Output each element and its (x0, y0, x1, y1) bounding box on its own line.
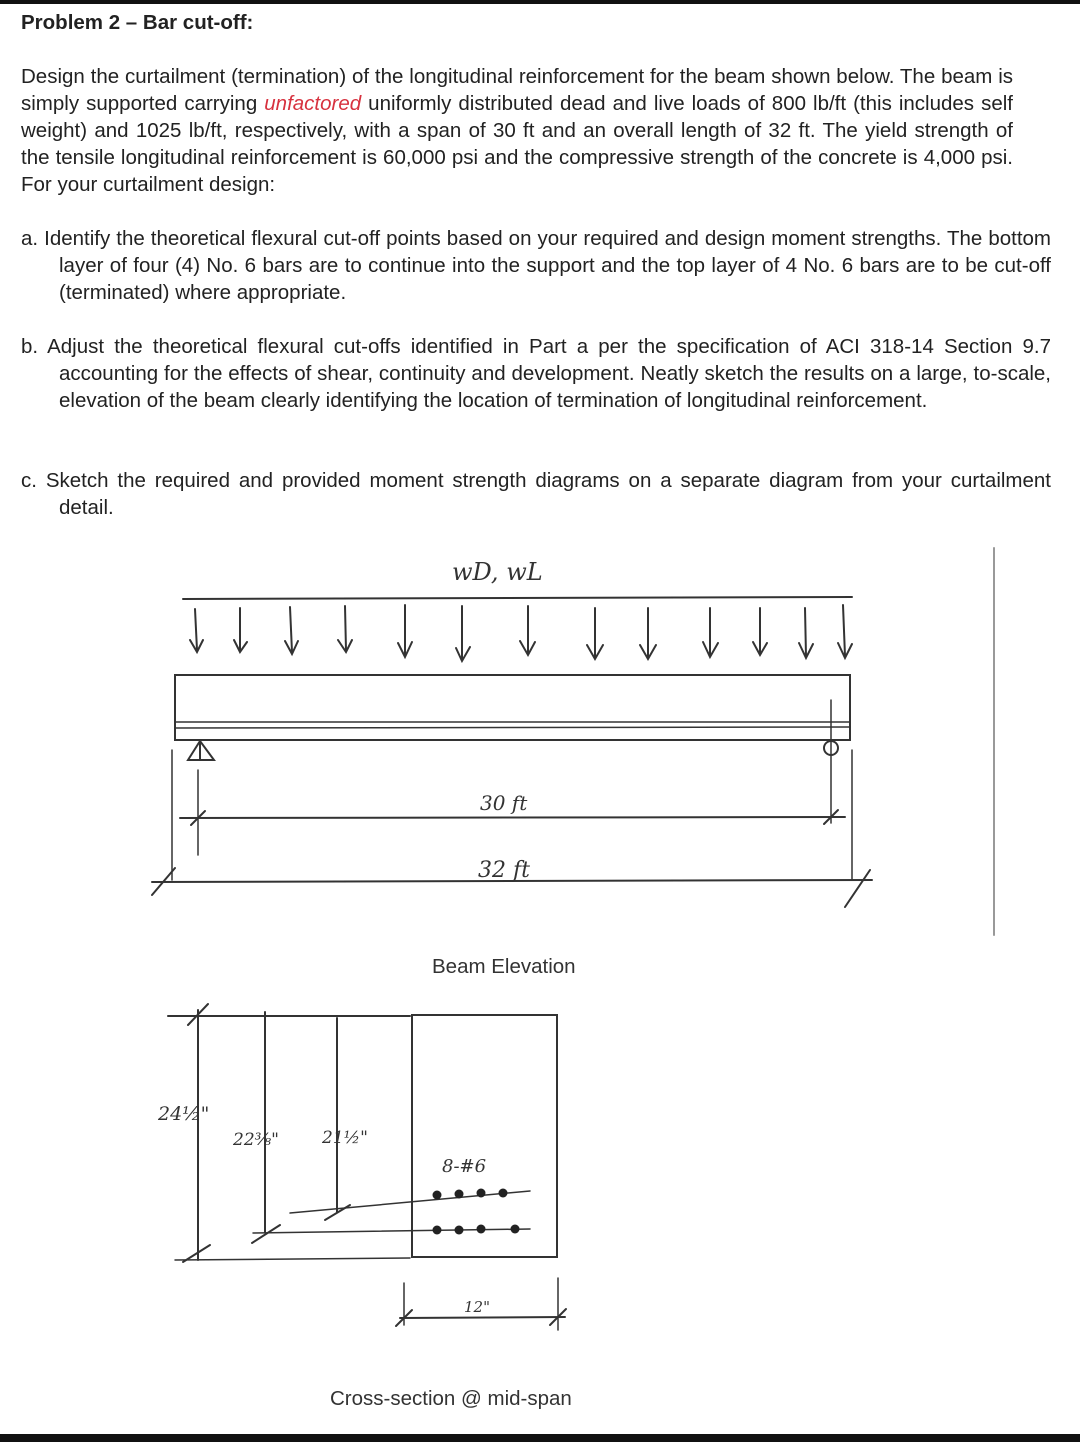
intro-part1: Design the curtailment (termination) of the longitudinal reinforcement for the beam shown below. The beam is simply supported carrying (21, 65, 1013, 115)
span-label: 30 ft (480, 791, 528, 815)
width-dim-line (400, 1317, 565, 1318)
intro-part2: uniformly distributed dead and live loads of 800 lb/ft (this includes self weight) and 1025 lb/ft, respectively, with a span of 30 ft and an overall length of 32 ft. The yield strength of the tensile longitudinal reinforcement is 60,000 psi and the compressive strength of the concrete is 4,000 psi. For your curtailment design: (21, 92, 1013, 196)
width-label: 12" (464, 1298, 490, 1316)
beam-elevation-caption: Beam Elevation (432, 955, 576, 978)
section-outline (412, 1015, 557, 1257)
span-dim-line (180, 817, 845, 818)
item-letter: b. (21, 335, 39, 358)
overall-label: 32 ft (478, 858, 530, 883)
item-text: Identify the theoretical flexural cut-off points based on your required and design moment strengths. The bottom layer of four (4) No. 6 bars are to continue into the support and the top layer of 4 No. 6 bars are to be cut-off (terminated) where appropriate. (44, 227, 1051, 304)
load-arrows (190, 605, 852, 661)
bars-label: 8-#6 (442, 1156, 487, 1177)
beam-elevation-drawing (152, 548, 994, 935)
item-letter: a. (21, 227, 39, 250)
load-line (183, 597, 852, 599)
item-letter: c. (21, 469, 37, 492)
cross-section-drawing (168, 1004, 566, 1330)
problem-title: Problem 2 – Bar cut-off: (21, 11, 254, 34)
dim-d2-label: 21½" (322, 1128, 368, 1148)
dim-d1-label: 22⅜" (233, 1130, 279, 1150)
beam-body (175, 675, 850, 740)
load-label: wD, wL (452, 558, 543, 586)
item-text: Adjust the theoretical flexural cut-offs identified in Part a per the specification of ACI 318-14 Section 9.7 accounting for the effects of shear, continuity and development. Neatly sketch the results on a large, to-scale, elevation of the beam clearly identifying the location of termination of longitudinal reinforcement. (47, 335, 1051, 412)
dim-overall-label: 24½" (158, 1103, 210, 1125)
item-text: Sketch the required and provided moment strength diagrams on a separate diagram from your curtailment detail. (45, 469, 1052, 519)
cross-section-caption: Cross-section @ mid-span (330, 1387, 572, 1410)
rebar-line-bottom (175, 727, 850, 728)
bottom-border (0, 1434, 1080, 1442)
intro-emphasis: unfactored (264, 92, 362, 115)
